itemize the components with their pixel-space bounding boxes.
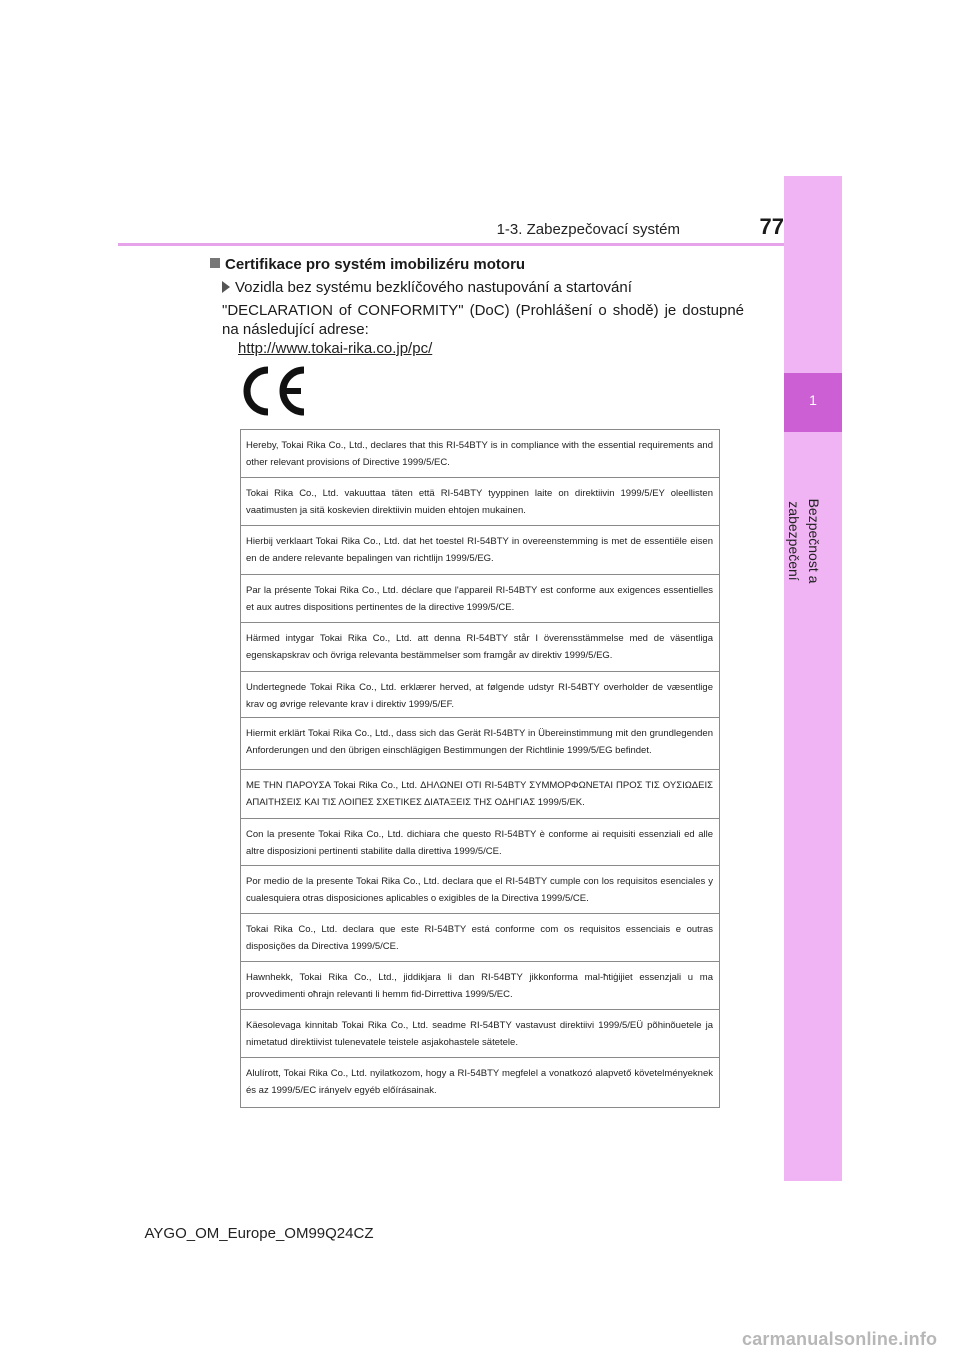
declaration-fi: Tokai Rika Co., Ltd. vakuuttaa täten että RI-54BTY tyyppinen laite on direktiivin 1999/5/EY oleellisten vaatimusten ja sitä koskevien direktiivin muiden ehtojen mukainen. (241, 478, 719, 526)
subheading-text: Vozidla bez systému bezklíčového nastupování a startování (235, 279, 632, 296)
square-bullet-icon (210, 258, 220, 268)
arrow-right-icon (222, 281, 230, 293)
section-title: 1-3. Zabezpečovací systém (496, 221, 680, 238)
declaration-it: Con la presente Tokai Rika Co., Ltd. dichiara che questo RI-54BTY è conforme ai requisiti essenziali ed alle altre disposizioni pertinenti stabilite dalla direttiva 1999/5/CE. (241, 819, 719, 866)
subheading (222, 279, 782, 296)
doc-url-link[interactable]: http://www.tokai-rika.co.jp/pc/ (238, 340, 433, 357)
declaration-pt: Tokai Rika Co., Ltd. declara que este RI-54BTY está conforme com os requisitos essenciais e outras disposições da Directiva 1999/5/CE. (241, 914, 719, 962)
declaration-hu: Alulírott, Tokai Rika Co., Ltd. nyilatkozom, hogy a RI-54BTY megfelel a vonatkozó alapvető követelményeknek és az 1999/5/EC irányelv egyéb előírásainak. (246, 1068, 713, 1096)
declaration-de: Hiermit erklärt Tokai Rika Co., Ltd., dass sich das Gerät RI-54BTY in Übereinstimmung mit den grundlegenden Anforderungen und den übrigen einschlägigen Bestimmungen der Richtlinie 1999/5/EG befindet. (241, 718, 719, 770)
declaration-fr: Par la présente Tokai Rika Co., Ltd. déclare que l'appareil RI-54BTY est conforme aux exigences essentielles et aux autres dispositions pertinentes de la directive 1999/5/CE. (241, 575, 719, 623)
declaration-es: Por medio de la presente Tokai Rika Co., Ltd. declara que el RI-54BTY cumple con los requisitos esenciales y cualesquiera otras disposiciones aplicables o exigibles de la Directiva 1999/5/CE. (241, 866, 719, 914)
declaration-table (240, 429, 720, 1108)
document-id: AYGO_OM_Europe_OM99Q24CZ (144, 1225, 374, 1242)
declaration-en: Hereby, Tokai Rika Co., Ltd., declares that this RI-54BTY is in compliance with the essential requirements and other relevant provisions of Directive 1999/5/EC. (241, 430, 719, 478)
declaration-nl: Hierbij verklaart Tokai Rika Co., Ltd. dat het toestel RI-54BTY in overeenstemming is met de essentiële eisen en de andere relevante bepalingen van richtlijn 1999/5/EG. (241, 526, 719, 575)
chapter-side-tab (784, 176, 842, 1181)
declaration-et: Käesolevaga kinnitab Tokai Rika Co., Ltd. seadme RI-54BTY vastavust direktiivi 1999/5/EÜ põhinõuetele ja nimetatud direktiivist tulenevatele teistele asjakohastele sätetele. (241, 1010, 719, 1058)
watermark: carmanualsonline.info (742, 1329, 938, 1349)
chapter-label: Bezpečnost a zabezpečení (786, 498, 822, 584)
ce-mark-icon (238, 366, 310, 416)
declaration-sv: Härmed intygar Tokai Rika Co., Ltd. att denna RI-54BTY står I överensstämmelse med de väsentliga egenskapskrav och övriga relevanta bestämmelser som framgår av direktiv 1999/5/EG. (241, 623, 719, 672)
declaration-mt: Hawnhekk, Tokai Rika Co., Ltd., jiddikjara li dan RI-54BTY jikkonforma mal-ħtiġijiet essenzjali u ma provvedimenti oħrajn relevanti li hemm fid-Dirrettiva 1999/5/EC. (241, 962, 719, 1010)
body-paragraph: "DECLARATION of CONFORMITY" (DoC) (Prohlášení o shodě) je dostupné na následující adrese: (222, 302, 744, 338)
page-number: 77 (759, 214, 784, 239)
declaration-el: ΜΕ ΤΗΝ ΠΑΡΟΥΣΑ Tokai Rika Co., Ltd. ΔΗΛΩΝΕΙ ΟΤΙ RI-54BTY ΣΥΜΜΟΡΦΩΝΕΤΑΙ ΠΡΟΣ ΤΙΣ ΟΥΣΙΩΔΕΙΣ ΑΠΑΙΤΗΣΕΙΣ ΚΑΙ ΤΙΣ ΛΟΙΠΕΣ ΣΧΕΤΙΚΕΣ ΔΙΑΤΑΞΕΙΣ ΤΗΣ ΟΔΗΓΙΑΣ 1999/5/ΕΚ. (241, 770, 719, 819)
heading-text: Certifikace pro systém imobilizéru motoru (225, 256, 526, 273)
header-rule (118, 243, 784, 246)
chapter-number: 1 (809, 392, 817, 408)
declaration-da: Undertegnede Tokai Rika Co., Ltd. erklærer herved, at følgende udstyr RI-54BTY overholder de væsentlige krav og øvrige relevante krav i direktiv 1999/5/EF. (241, 672, 719, 718)
section-heading (210, 256, 770, 273)
